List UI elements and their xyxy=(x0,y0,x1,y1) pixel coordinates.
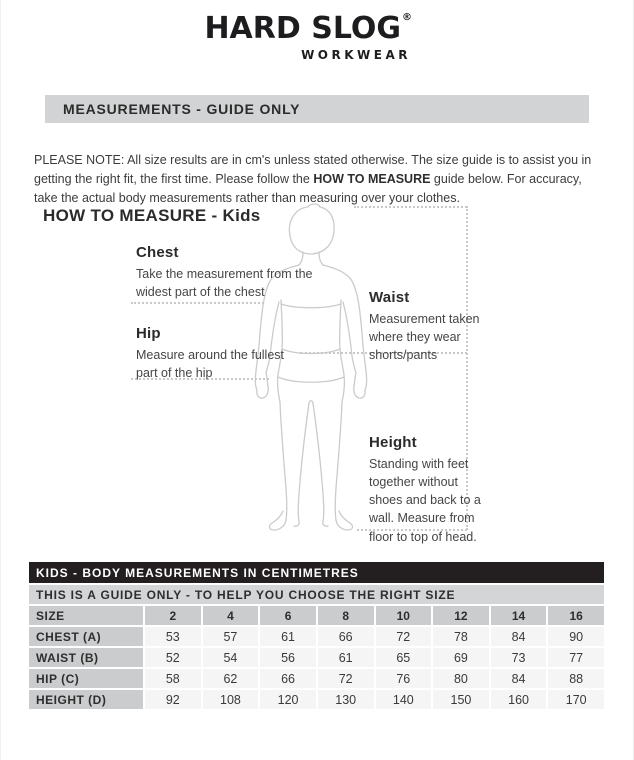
measurement-cell: 76 xyxy=(376,669,432,688)
size-header-cell: 16 xyxy=(548,606,604,625)
measurement-cell: 90 xyxy=(548,627,604,646)
table-size-header-row xyxy=(29,606,604,625)
brand-name-text: HARD SLOG xyxy=(204,11,401,46)
figure-right-foot xyxy=(336,511,352,530)
table-subtitle-row xyxy=(29,585,604,604)
measurement-cell: 65 xyxy=(376,648,432,667)
measurement-cell: 56 xyxy=(260,648,316,667)
figure-chest-line xyxy=(281,304,341,308)
row-label: HIP (C) xyxy=(29,669,143,688)
figure-right-leg-inner xyxy=(313,403,328,526)
figure-right-arm-inner xyxy=(343,302,356,373)
measurement-cell: 80 xyxy=(433,669,489,688)
brand-subtitle: WORKWEAR xyxy=(301,47,411,62)
waist-annotation-description: Measurement taken where they wear shorts/pants xyxy=(369,312,480,363)
size-header-cell: 4 xyxy=(203,606,259,625)
measurement-cell: 52 xyxy=(145,648,201,667)
measurement-cell: 61 xyxy=(318,648,374,667)
size-header-cell: 6 xyxy=(260,606,316,625)
measurement-cell: 54 xyxy=(203,648,259,667)
note-text-before: PLEASE NOTE: All size results are in cm's unless stated otherwise. The size guide is to assist you in getting the right fit, the first time. Please follow the xyxy=(34,152,592,186)
section-header-title: MEASUREMENTS - GUIDE ONLY xyxy=(63,101,301,117)
how-to-measure-heading: HOW TO MEASURE - Kids xyxy=(43,206,261,225)
waist-annotation xyxy=(369,289,499,364)
height-annotation-label: Height xyxy=(369,434,417,451)
measurement-cell: 92 xyxy=(145,690,201,709)
row-label: HEIGHT (D) xyxy=(29,690,143,709)
size-header-cell: 12 xyxy=(433,606,489,625)
table-row-waist xyxy=(29,648,604,667)
row-label: WAIST (B) xyxy=(29,648,143,667)
kids-size-table xyxy=(27,560,606,711)
chest-annotation-label: Chest xyxy=(136,244,179,261)
brand-name xyxy=(204,12,412,47)
chest-annotation xyxy=(136,244,314,301)
figure-right-leg xyxy=(335,402,342,520)
table-title: KIDS - BODY MEASUREMENTS IN CENTIMETRES xyxy=(29,562,604,583)
measurement-cell: 108 xyxy=(203,690,259,709)
figure-right-hand xyxy=(354,373,365,398)
figure-right-arm xyxy=(323,265,367,390)
measurement-cell: 77 xyxy=(548,648,604,667)
figure-left-leg-inner xyxy=(294,403,309,526)
please-note-paragraph xyxy=(34,151,608,208)
hip-annotation-label: Hip xyxy=(136,325,161,342)
measurement-cell: 72 xyxy=(376,627,432,646)
hip-annotation xyxy=(136,325,301,382)
brand-logo xyxy=(204,12,412,62)
section-header-bar xyxy=(45,95,589,123)
size-header-cell: 8 xyxy=(318,606,374,625)
table-row-chest xyxy=(29,627,604,646)
table-subtitle: THIS IS A GUIDE ONLY - TO HELP YOU CHOOSE THE RIGHT SIZE xyxy=(29,585,604,604)
measurement-cell: 73 xyxy=(491,648,547,667)
size-column-label: SIZE xyxy=(29,606,143,625)
measurement-cell: 120 xyxy=(260,690,316,709)
measurement-cell: 84 xyxy=(491,669,547,688)
figure-torso-right xyxy=(340,300,345,402)
registered-trademark-icon: ® xyxy=(402,12,412,23)
measurement-cell: 84 xyxy=(491,627,547,646)
figure-left-foot xyxy=(270,511,286,530)
measurement-cell: 150 xyxy=(433,690,489,709)
height-guide-line-top xyxy=(354,206,467,208)
measurement-cell: 53 xyxy=(145,627,201,646)
figure-crotch xyxy=(309,401,313,403)
measurement-cell: 160 xyxy=(491,690,547,709)
chest-guide-line xyxy=(131,302,264,304)
figure-left-leg xyxy=(280,402,287,520)
chest-annotation-description: Take the measurement from the widest part of the chest xyxy=(136,267,313,300)
measurement-cell: 88 xyxy=(548,669,604,688)
size-header-cell: 10 xyxy=(376,606,432,625)
hip-annotation-description: Measure around the fullest part of the hip xyxy=(136,348,285,381)
note-text-bold: HOW TO MEASURE xyxy=(313,171,431,186)
measurement-cell: 61 xyxy=(260,627,316,646)
measurement-cell: 130 xyxy=(318,690,374,709)
measurement-cell: 57 xyxy=(203,627,259,646)
measurement-cell: 69 xyxy=(433,648,489,667)
height-annotation-description: Standing with feet together without shoes and back to a wall. Measure from floor to top of head. xyxy=(369,457,481,544)
measurement-cell: 170 xyxy=(548,690,604,709)
measurement-cell: 66 xyxy=(318,627,374,646)
size-header-cell: 14 xyxy=(491,606,547,625)
waist-annotation-label: Waist xyxy=(369,289,410,306)
measurement-cell: 78 xyxy=(433,627,489,646)
height-annotation xyxy=(369,434,493,546)
measurement-cell: 62 xyxy=(203,669,259,688)
measurement-cell: 140 xyxy=(376,690,432,709)
table-row-height xyxy=(29,690,604,709)
size-header-cell: 2 xyxy=(145,606,201,625)
table-row-hip xyxy=(29,669,604,688)
table-title-row xyxy=(29,562,604,583)
note-text-after: guide below. For accuracy, take the actual body measurements rather than measuring over your clothes. xyxy=(34,171,582,205)
measurement-cell: 66 xyxy=(260,669,316,688)
row-label: CHEST (A) xyxy=(29,627,143,646)
measurement-cell: 58 xyxy=(145,669,201,688)
measurement-cell: 72 xyxy=(318,669,374,688)
